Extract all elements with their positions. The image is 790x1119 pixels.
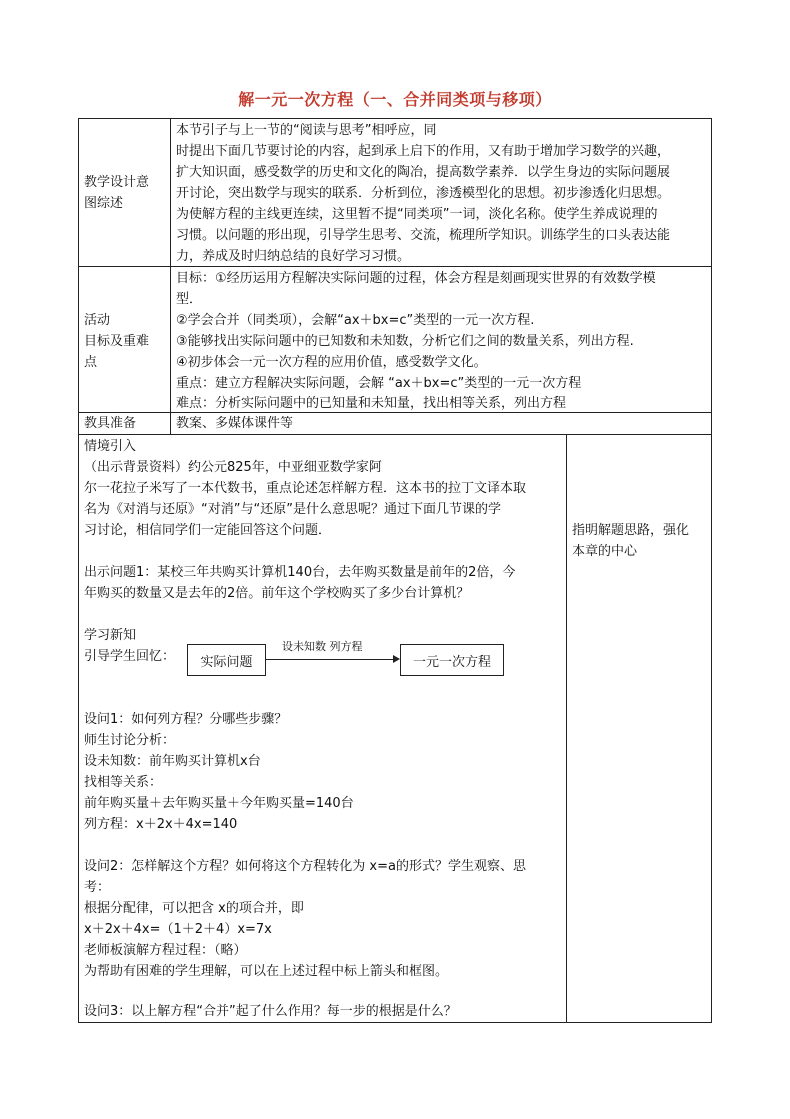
arrow-head-icon	[393, 655, 400, 663]
design-text-line: 开讨论，突出数学与现实的联系．分析到位，渗透模型化的思想。初步渗透化归思想。	[176, 186, 671, 201]
question2-line: 为帮助有困难的学生理解，可以在上述过程中标上箭头和框图。	[84, 964, 449, 979]
question1-line: 设问1：如何列方程？分哪些步骤？	[84, 712, 288, 727]
diagram-arrow-label: 设未知数 列方程	[282, 640, 363, 653]
goals-label-line: 目标及重难	[84, 334, 150, 349]
design-text-line: 时提出下面几节要讨论的内容，起到承上启下的作用，又有助于增加学习数学的兴趣，	[176, 144, 671, 159]
design-text-line: 习惯。以问题的形出现，引导学生思考、交流，梳理所学知识。训练学生的口头表达能	[176, 228, 671, 243]
question1-line: 前年购买量＋去年购买量＋今年购买量=140台	[84, 796, 354, 811]
prep-label: 教具准备	[84, 416, 137, 431]
design-text-line: 本节引子与上一节的“阅读与思考”相呼应，同	[176, 123, 437, 138]
intro-line: （出示背景资料）约公元825年，中亚细亚数学家阿	[84, 460, 382, 475]
linear-equation-box: 一元一次方程	[400, 644, 504, 676]
flow-arrow	[266, 659, 394, 660]
question1-line: 设未知数：前年购买计算机x台	[84, 754, 261, 769]
design-text-line: 为使解方程的主线更连续，这里暂不提“同类项”一词，淡化名称。使学生养成说理的	[176, 207, 658, 222]
question2-line: 根据分配律，可以把含 x的项合并，即	[84, 901, 304, 916]
question1-line: 找相等关系：	[84, 775, 163, 790]
goals-text-line: ④初步体会一元一次方程的应用价值，感受数学文化。	[176, 355, 487, 370]
question2-line: 考：	[84, 880, 111, 895]
review-label: 引导学生回忆：	[84, 649, 176, 664]
goals-text-line: ③能够找出实际问题中的已知数和未知数，分析它们之间的数量关系，列出方程.	[176, 334, 634, 349]
actual-problem-box: 实际问题	[187, 644, 266, 676]
intro-line: 习讨论，相信同学们一定能回答这个问题．	[84, 523, 332, 538]
design-label-line: 教学设计意	[84, 175, 150, 190]
side-note-line: 指明解题思路，强化	[572, 523, 690, 538]
problem-line: 出示问题1：某校三年共购买计算机140台，去年购买数量是前年的2倍，今	[84, 565, 516, 580]
column-divider	[566, 434, 567, 1023]
goals-text-line: 目标：①经历运用方程解决实际问题的过程，体会方程是刻画现实世界的有效数学模	[176, 271, 656, 286]
problem-line: 年购买的数量又是去年的2倍。前年这个学校购买了多少台计算机？	[84, 586, 470, 601]
question2-line: 老师板演解方程过程：（略）	[84, 943, 247, 958]
prep-value: 教案、多媒体课件等	[176, 416, 294, 431]
question2-line: 设问2：怎样解这个方程？如何将这个方程转化为 x=a的形式？学生观察、思	[84, 859, 526, 874]
page-title: 解一元一次方程（一、合并同类项与移项）	[238, 90, 552, 109]
goals-label-line: 点	[84, 355, 98, 370]
question1-line: 列方程：x＋2x＋4x=140	[84, 817, 238, 832]
row-divider	[78, 434, 712, 435]
goals-label-line: 活动	[84, 313, 111, 328]
question2-line: x＋2x＋4x=（1＋2＋4）x=7x	[84, 922, 272, 937]
new-knowledge-label: 学习新知	[84, 628, 137, 643]
goals-text-line: 重点：建立方程解决实际问题，会解 “ax＋bx=c”类型的一元一次方程	[176, 376, 582, 391]
intro-line: 名为《对消与还原》“对消”与“还原”是什么意思呢？通过下面几节课的学	[84, 502, 501, 517]
column-divider	[170, 118, 171, 434]
question3-line: 设问3：以上解方程“合并”起了什么作用？每一步的根据是什么？	[84, 1004, 457, 1019]
design-label-line: 图综述	[84, 196, 124, 211]
intro-line: 情境引入	[84, 439, 137, 454]
goals-text-line: 型．	[176, 292, 203, 307]
side-note-line: 本章的中心	[572, 544, 638, 559]
goals-text-line: 难点：分析实际问题中的已知量和未知量，找出相等关系，列出方程	[176, 396, 567, 411]
intro-line: 尔一花拉子米写了一本代数书，重点论述怎样解方程．这本书的拉丁文译本取	[84, 481, 527, 496]
goals-text-line: ②学会合并（同类项），会解“ax＋bx=c”类型的一元一次方程.	[176, 313, 535, 328]
design-text-line: 扩大知识面，感受数学的历史和文化的陶冶，提高数学素养．以学生身边的实际问题展	[176, 165, 671, 180]
design-text-line: 力，养成及时归纳总结的良好学习习惯。	[176, 249, 411, 264]
question1-line: 师生讨论分析：	[84, 733, 176, 748]
